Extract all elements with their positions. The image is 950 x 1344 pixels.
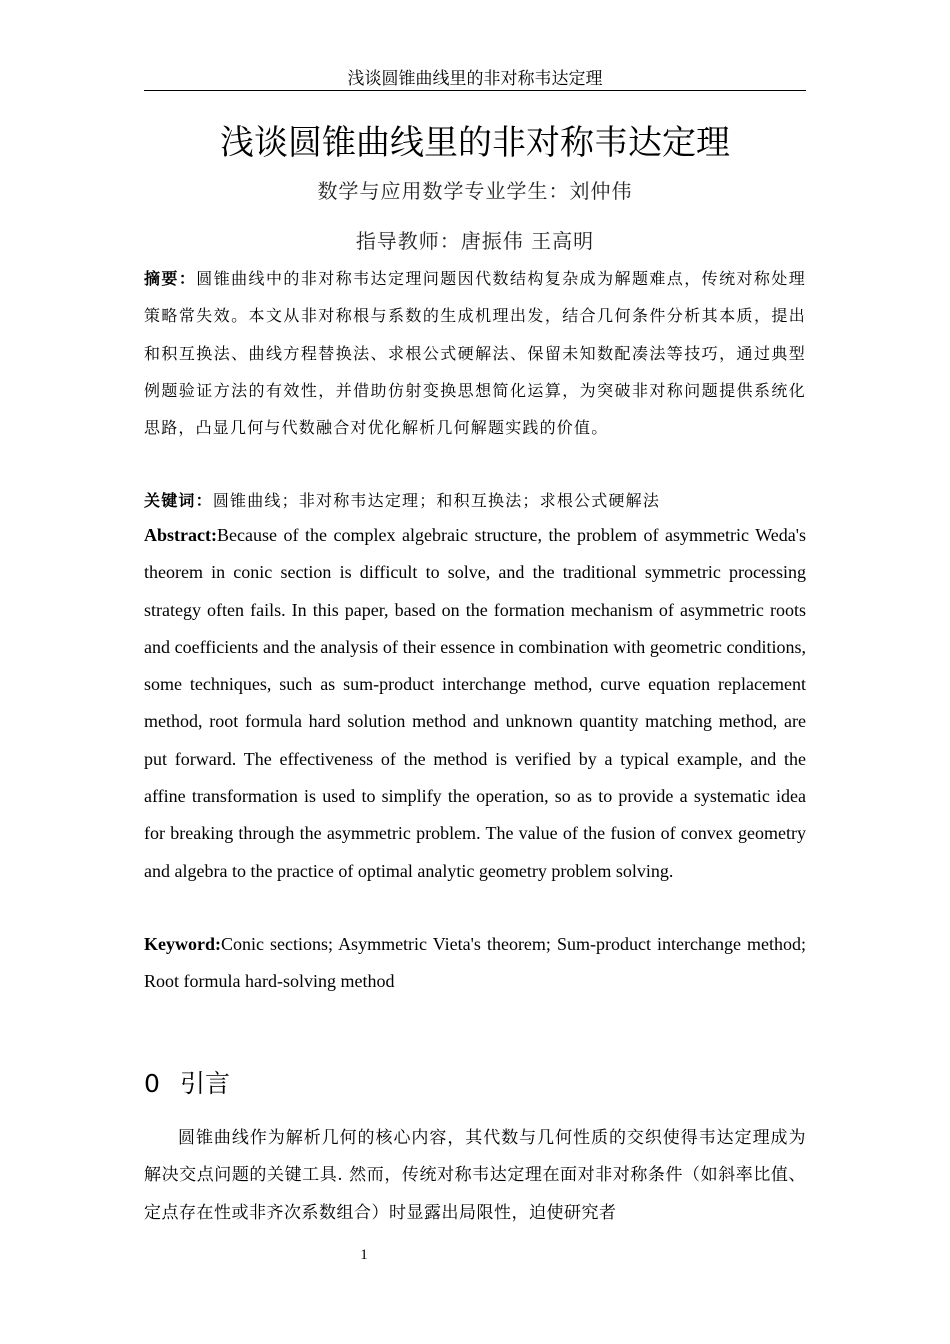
abstract-zh-label: 摘要：	[144, 269, 197, 288]
abstract-en	[144, 517, 806, 890]
page-title: 浅谈圆锥曲线里的非对称韦达定理	[220, 123, 730, 163]
abstract-zh-text: 圆锥曲线中的非对称韦达定理问题因代数结构复杂成为解题难点，传统对称处理策略常失效。本文从非对称根与系数的生成机理出发，结合几何条件分析其本质，提出和积互换法、曲线方程替换法、求根公式硬解法、保留未知数配凑法等技巧，通过典型例题验证方法的有效性，并借助仿射变换思想简化运算，为突破非对称问题提供系统化思路，凸显几何与代数融合对优化解析几何解题实践的价值。	[144, 269, 806, 438]
page-number: 1	[360, 1247, 368, 1263]
section-title: 引言	[180, 1069, 231, 1098]
abstract-en-label: Abstract:	[144, 525, 217, 545]
keywords-en-text: Conic sections; Asymmetric Vieta's theorem; Sum-product interchange method; Root formula hard-solving method	[144, 934, 806, 992]
author-line: 数学与应用数学专业学生：刘仲伟	[317, 179, 633, 203]
intro-paragraph: 圆锥曲线作为解析几何的核心内容，其代数与几何性质的交织使得韦达定理成为解决交点问题的关键工具. 然而，传统对称韦达定理在面对非对称条件（如斜率比值、定点存在性或非齐次系数组合）时显露出局限性，迫使研究者	[144, 1128, 806, 1223]
keywords-en-label: Keyword:	[144, 934, 221, 954]
running-header: 浅谈圆锥曲线里的非对称韦达定理	[144, 68, 806, 91]
abstract-zh	[144, 260, 806, 446]
keywords-zh	[144, 482, 806, 519]
section-number: 0	[144, 1069, 160, 1098]
advisor-line: 指导教师：唐振伟 王高明	[355, 229, 595, 253]
keywords-zh-text: 圆锥曲线；非对称韦达定理；和积互换法；求根公式硬解法	[212, 491, 661, 510]
abstract-en-text: Because of the complex algebraic structure, the problem of asymmetric Weda's theorem in conic section is difficult to solve, and the traditional symmetric processing strategy often fails. In this paper, based on the formation mechanism of asymmetric roots and coefficients and the analysis of their essence in combination with geometric conditions, some techniques, such as sum-product interchange method, curve equation replacement method, root formula hard solution method and unknown quantity matching method, are put forward. The effectiveness of the method is verified by a typical example, and the affine transformation is used to simplify the operation, so as to provide a systematic idea for breaking through the asymmetric problem. The value of the fusion of convex geometry and algebra to the practice of optimal analytic geometry problem solving.	[144, 525, 806, 881]
keywords-en	[144, 926, 806, 1001]
section-heading	[144, 1064, 544, 1104]
keywords-zh-label: 关键词：	[144, 491, 213, 510]
